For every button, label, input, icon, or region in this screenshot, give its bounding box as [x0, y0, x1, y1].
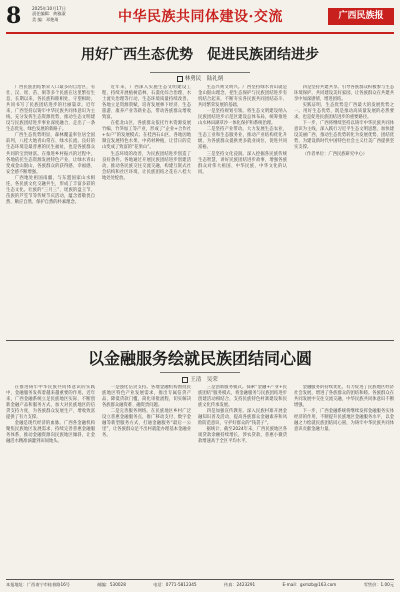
footer-email: E-mail：gxmzb@163.com: [282, 581, 337, 587]
article1-column-4: [294, 85, 394, 335]
byline-square-icon: [182, 377, 188, 383]
masthead: [6, 4, 394, 32]
article2-column-4: [294, 385, 394, 575]
issue-editor: 责任编辑：黄雅淑: [32, 11, 66, 17]
paragraph: 下一步，广西将继续坚持以铸牢中华民族共同体意识为主线，深入践行习近平生态文明思想，加快建设美丽广西，推动生态优势转化为发展优势、团结优势，为建设新时代中国特色社会主义壮美广西提供坚实支撑。: [294, 121, 394, 151]
issue-date: 2025年10月17日: [32, 6, 66, 11]
footer-price: 零售价：1.00元: [363, 581, 394, 587]
paragraph: 三是创新服务模式。探索“金融+产业+民族团结”服务模式，将金融服务与民族团结进步创建活动相结合，支持民族特色村寨建设和民族文化传承发展。: [198, 385, 287, 409]
article1-column-3: [198, 85, 287, 335]
paragraph: 广西生态优势明显，森林覆盖率位居全国前列，八桂大地青山常在、绿水长流。良好的生态环境是最普惠的民生福祉，也是各族群众共同的宝贵财富。在推进乡村振兴的过程中，各地依托生态资源发展特色产业，让绿水青山变成金山银山，各族群众的获得感、幸福感、安全感不断增强。: [6, 133, 95, 175]
article1-headline: 用好广西生态优势 促进民族团结进步: [81, 47, 319, 63]
paragraph: 近年来，广西深入实施生态文明建设工程，持续开展植树造林、石漠化综合治理、水土流失治理等行动，生态环境质量持续改善。各地立足资源禀赋，培育发展林下经济、生态旅游、康养产业等新业态，带动各族群众增收致富。: [102, 85, 191, 121]
footer-phone: 电话：0771-5812345: [153, 581, 197, 587]
article2-column-1: [6, 385, 95, 575]
article1-byline-rule: [150, 72, 250, 73]
section-title: 中华民族共同体建设·交流: [118, 9, 283, 25]
article2-column-3: [198, 385, 287, 575]
page-footer: [6, 579, 394, 589]
issue-designer: 美 编：邓艳琦: [32, 16, 59, 22]
footer-address: 本报地址：广西南宁市桂春路16号: [6, 581, 70, 587]
paragraph: 金融是现代经济的血脉。广西各金融机构聚焦民族地区发展需求，持续完善普惠金融服务体系，推动金融资源向民族地区倾斜，让金融活水精准滴灌到田间地头。: [6, 421, 95, 445]
article1-column-2: [102, 85, 191, 335]
paragraph: 四是加强宣传教育。深入民族村寨开展金融知识普及活动，提高各族群众金融素养和风险防范意识，守护好群众的“钱袋子”。: [198, 409, 287, 427]
article1-column-1: [6, 85, 95, 335]
paragraph: 实践证明，生态优势是广西最大的发展优势之一。用好生态优势，既是推动高质量发展的必然要求，也是促进民族团结进步的重要路径。: [294, 103, 394, 121]
paragraph: 一是强化信贷支持。各地金融机构围绕民族地区特色产业发展需求，推出专属信贷产品，降低贷款门槛，简化审批流程，切实解决各族群众融资难、融资贵问题。: [102, 385, 191, 409]
paragraph: 一是坚持规划引领。将生态文明建设纳入民族团结进步示范区建设总体布局，统筹推进山水林田湖草沙一体化保护和系统治理。: [198, 109, 287, 127]
paragraph: 二是完善服务网络。在民族地区乡村广泛设立普惠金融服务点，推广移动支付、数字金融等新型服务方式，打通金融服务“最后一公里”，让各族群众足不出村就能办理基本金融业务。: [102, 409, 191, 439]
paragraph: 在桂北山区，各族群众依托竹木资源发展竹编、竹笋加工等产业，形成了“企业+合作社+农户”的发展模式；在桂西石山区，各地因地制宜发展特色水果、中药材种植，让昔日的荒山变成了致富的“花果山”。: [102, 121, 191, 151]
byline-square-icon: [177, 76, 183, 82]
paragraph: 据统计，截至2024年末，广西民族地区各项贷款余额持续增长，涉农贷款、普惠小微贷款增速高于全区平均水平。: [198, 427, 287, 445]
masthead-rule: [6, 32, 394, 34]
article2-byline-rule: [160, 372, 240, 373]
article2-headline: 以金融服务绘就民族团结同心圆: [87, 349, 312, 368]
article2-authors: 王清 吴荣: [190, 377, 218, 383]
paragraph: 生态兴则文明兴。广西坚持绿水青山就是金山银山理念，把生态保护与民族团结进步有机结合起来，不断夯实各民族共同团结奋斗、共同繁荣发展的基础。: [198, 85, 287, 109]
footer-fax: 传真：2423291: [223, 581, 256, 587]
paragraph: 在推进铸牢中华民族共同体意识的实践中，金融服务发挥着越来越重要的作用。近年来，广西金融系统立足民族地区实际，不断创新金融产品和服务方式，加大对民族地区的信贷支持力度，为各族群众发展生产、增收致富提供了有力支撑。: [6, 385, 95, 421]
article1-authors: 林勇民 陆礼炳: [184, 76, 224, 82]
paragraph: 广西民族团结繁荣人口最多的自治区，有壮、汉、瑶、苗、侗等多个民族在这里繁衍生息，长期以来，各民族和睦相处，守望相助，共同书写了民族团结进步的壮丽篇章。近年来，广西坚持以铸牢中华民族共同体意识为主线，充分发挥生态资源优势，推动生态文明建设与民族团结进步事业深度融合，走出了一条生态优先、绿色发展的新路子。: [6, 85, 95, 133]
paragraph: （作者单位：广西民族研究中心）: [302, 151, 368, 157]
footer-postcode: 邮编：530028: [97, 581, 126, 587]
issue-meta: [32, 6, 66, 22]
article2-byline: [0, 375, 400, 383]
paragraph: 四是坚持共建共享。引导各族群众积极参与生态环境保护，共同建设美好家园，让各族群众在共建共享中加深感情、增进团结。: [294, 85, 394, 103]
newspaper-badge: 广西民族报: [328, 8, 394, 25]
article2-column-2: [102, 385, 191, 575]
article-divider: [6, 340, 394, 341]
paragraph: 金融服务的持续优化，有力促进了民族地区经济社会发展，增进了各族群众的团结和睦。各族群众在共同发展中交往交流交融，中华民族共同体意识不断增强。: [294, 385, 394, 409]
paragraph: 广西地处祖国南疆，与东盟国家山水相连，各民族文化交融共生，形成了丰富多彩的生态文化。壮族的“三月三”、瑶族的盘王节、苗族的芦笙节等传统节庆活动，蕴含着敬畏自然、顺应自然、保护自然的朴素理念。: [6, 175, 95, 205]
paragraph: 下一步，广西金融系统将继续发挥金融服务实体经济的作用，不断提升民族地区金融服务水平，以金融之力绘就民族团结同心圆，为铸牢中华民族共同体意识贡献金融力量。: [294, 409, 394, 433]
paragraph: 生态环境的改善，为民族团结进步创造了良好条件。各地通过开展民族团结进步创建活动，推动各民族交往交流交融，构建互嵌式社会结构和社区环境，让民族团结之花在八桂大地处处绽放。: [102, 151, 191, 181]
paragraph: 二是坚持产业带动。大力发展生态农业、生态工业和生态服务业，推动产业结构优化升级，为各族群众提供更多就业岗位，促进共同富裕。: [198, 127, 287, 151]
article1-byline: [0, 74, 400, 82]
paragraph: 三是坚持文化浸润。深入挖掘各民族传统生态智慧，讲好民族团结进步故事，增强各族群众对伟大祖国、中华民族、中华文化的认同。: [198, 151, 287, 175]
page-number: 8: [6, 3, 22, 29]
